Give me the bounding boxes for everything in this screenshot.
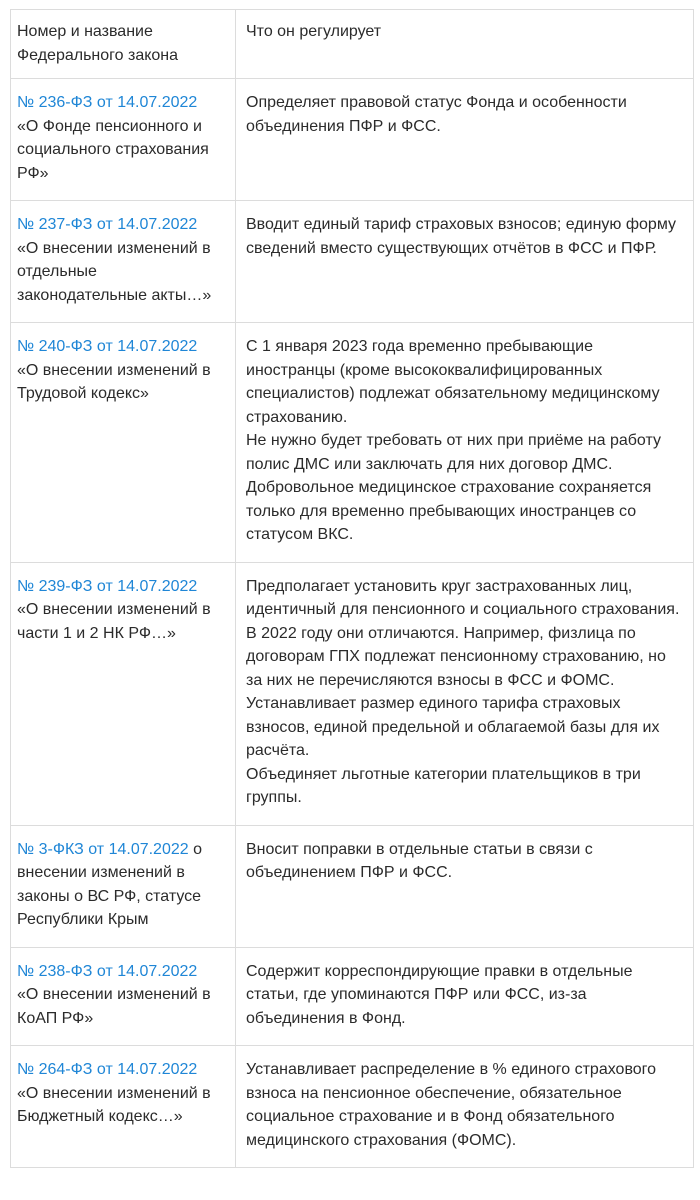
description-text: Объединяет льготные категории плательщиков в три группы.: [246, 765, 641, 806]
description-cell: [236, 825, 694, 947]
law-cell: [11, 201, 236, 323]
law-link[interactable]: № 237-ФЗ от 14.07.2022: [17, 216, 198, 233]
table-row: [11, 1046, 694, 1168]
law-cell: [11, 1046, 236, 1168]
law-link[interactable]: № 239-ФЗ от 14.07.2022: [17, 577, 198, 595]
laws-table: [10, 9, 694, 1168]
description-cell: [236, 323, 694, 563]
law-cell: [11, 79, 236, 201]
description-text: С 1 января 2023 года временно пребывающие иностранцы (кроме высококвалифицированных специалистов) подлежат обязательному медицинскому страхованию.: [246, 338, 660, 426]
table-row: [11, 947, 694, 1046]
law-title: о внесении изменений в законы о ВС РФ, статусе Республики Крым: [17, 840, 202, 928]
description-text: Вносит поправки в отдельные статьи в связи с объединением ПФР и ФСС.: [246, 840, 593, 881]
header-law-name: Номер и название Федерального закона: [11, 10, 236, 79]
description-cell: [236, 562, 694, 825]
law-link[interactable]: № 238-ФЗ от 14.07.2022: [17, 962, 198, 980]
description-text: Не нужно будет требовать от них при приёме на работу полис ДМС или заключать для них договор ДМС.: [246, 432, 661, 473]
table-row: [11, 825, 694, 947]
description-text: Вводит единый тариф страховых взносов; единую форму сведений вместо существующих отчётов в ФСС и ПФР.: [246, 216, 677, 257]
description-text: Содержит корреспондирующие правки в отдельные статьи, где упоминаются ПФР или ФСС, из-за объединения в Фонд.: [246, 962, 633, 1027]
header-row: [11, 10, 694, 79]
law-link[interactable]: № 240-ФЗ от 14.07.2022: [17, 338, 198, 355]
description-text: Определяет правовой статус Фонда и особенности объединения ПФР и ФСС.: [246, 94, 627, 135]
table-row: [11, 79, 694, 201]
table-header: [11, 10, 694, 79]
description-text: Устанавливает распределение в % единого страхового взноса на пенсионное обеспечение, обязательное социальное страхование и в Фонд обязательного медицинского страхования (ФОМС).: [246, 1061, 657, 1149]
law-cell: [11, 323, 236, 563]
law-link[interactable]: № 264-ФЗ от 14.07.2022: [17, 1061, 198, 1078]
description-text: Устанавливает размер единого тарифа страховых взносов, единой предельной и облагаемой базы для их расчёта.: [246, 695, 660, 759]
law-link[interactable]: № 236-ФЗ от 14.07.2022: [17, 94, 198, 111]
laws-table-container: [10, 9, 693, 1168]
law-cell: [11, 562, 236, 825]
law-cell: [11, 947, 236, 1046]
description-cell: [236, 1046, 694, 1168]
law-link[interactable]: № 3-ФКЗ от 14.07.2022: [17, 840, 189, 858]
table-row: [11, 562, 694, 825]
table-row: [11, 201, 694, 323]
description-text: Предполагает установить круг застрахованных лиц, идентичный для пенсионного и социального страхования. В 2022 году они отличаются. Например, физлица по договорам ГПХ подлежат пенсионному страхованию, но за них не перечисляются взносы в ФСС и ФОМС.: [246, 577, 680, 689]
description-cell: [236, 201, 694, 323]
law-title: «О внесении изменений в Бюджетный кодекс…»: [17, 1084, 211, 1125]
law-title: «О внесении изменений в КоАП РФ»: [17, 986, 211, 1027]
table-body: [11, 79, 694, 1168]
description-cell: [236, 79, 694, 201]
description-text: Добровольное медицинское страхование сохраняется только для временно пребывающих иностранцев со статусом ВКС.: [246, 479, 652, 543]
description-cell: [236, 947, 694, 1046]
table-row: [11, 323, 694, 563]
law-title: «О внесении изменений в отдельные законодательные акты…»: [17, 239, 212, 304]
law-cell: [11, 825, 236, 947]
law-title: «О внесении изменений в части 1 и 2 НК РФ…»: [17, 601, 211, 642]
law-title: «О внесении изменений в Трудовой кодекс»: [17, 361, 211, 402]
law-title: «О Фонде пенсионного и социального страхования РФ»: [17, 117, 209, 182]
header-regulates: Что он регулирует: [236, 10, 694, 79]
